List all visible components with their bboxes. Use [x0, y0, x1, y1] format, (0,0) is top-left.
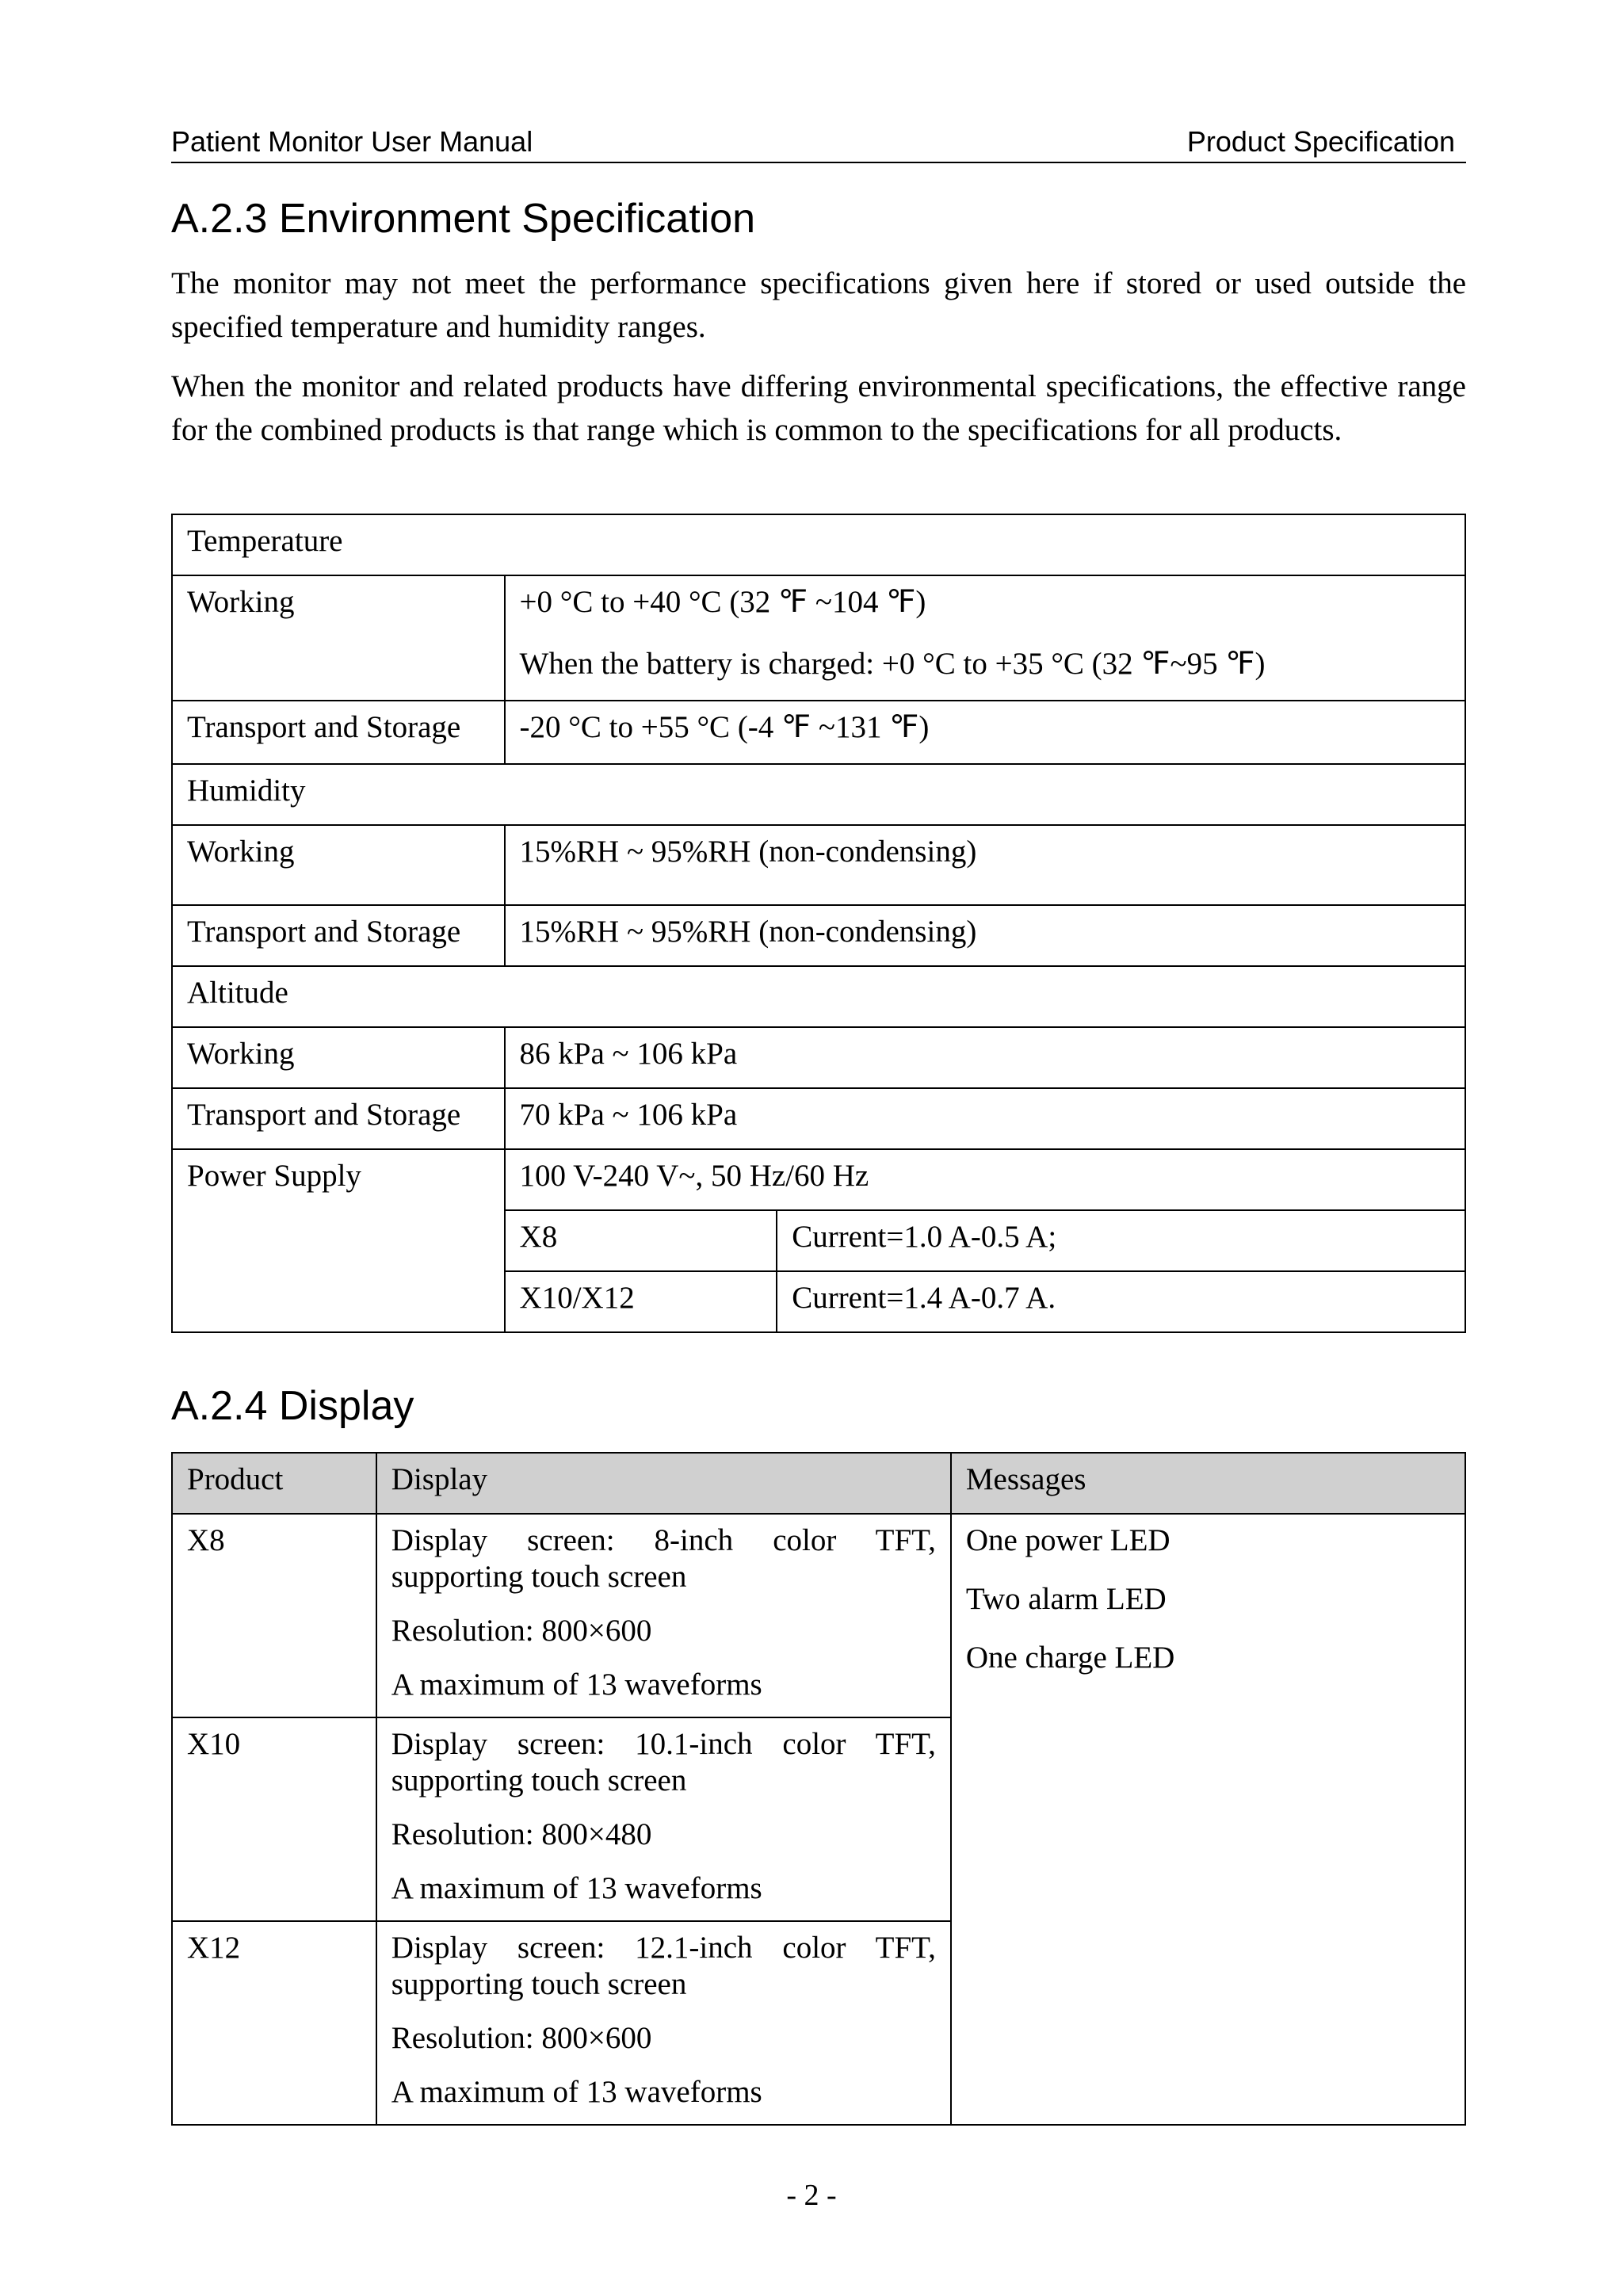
table-row: [172, 1149, 1465, 1210]
temperature-label: Temperature: [172, 514, 1465, 575]
temperature-storage-value: -20 °C to +55 °C (-4 ℉ ~131 ℉): [505, 701, 1465, 764]
page-number: - 2 -: [786, 2179, 837, 2212]
display-section-title: A.2.4 Display: [171, 1383, 414, 1429]
display-resolution-x12: Resolution: 800×600: [391, 2021, 652, 2055]
altitude-label: Altitude: [172, 966, 1465, 1027]
message-charge-led: One charge LED: [965, 1641, 1175, 1675]
display-resolution-x10: Resolution: 800×480: [391, 1817, 652, 1851]
display-touch-x10: supporting touch screen: [391, 1763, 687, 1797]
temperature-working-value: +0 °C to +40 °C (32 ℉ ~104 ℉): [519, 585, 926, 619]
altitude-working-value: 86 kPa ~ 106 kPa: [505, 1027, 1465, 1088]
env-intro-paragraph: The monitor may not meet the performance specifications given here if stored or used outside the specified temperature and humidity ranges.: [171, 266, 1466, 344]
message-alarm-led: Two alarm LED: [965, 1582, 1167, 1616]
power-model-x10-x12: X10/X12: [505, 1271, 777, 1332]
temperature-charging-value: When the battery is charged: +0 °C to +35 °C (32 ℉~95 ℉): [519, 647, 1266, 681]
display-x8: [376, 1514, 951, 1717]
message-power-led: One power LED: [965, 1523, 1170, 1557]
display-touch-x12: supporting touch screen: [391, 1967, 687, 2001]
table-row: [172, 966, 1465, 1027]
table-row: [172, 514, 1465, 575]
humidity-storage-label: Transport and Storage: [172, 905, 505, 966]
power-current-x8: Current=1.0 A-0.5 A;: [777, 1210, 1465, 1271]
display-resolution-x8: Resolution: 800×600: [391, 1614, 652, 1648]
table-row: [172, 701, 1465, 764]
display-touch-x8: supporting touch screen: [391, 1560, 687, 1594]
power-model-x8: X8: [505, 1210, 777, 1271]
table-row: [172, 1027, 1465, 1088]
humidity-storage-value: 15%RH ~ 95%RH (non-condensing): [505, 905, 1465, 966]
page-header: [171, 124, 1466, 163]
header-display: Display: [376, 1453, 951, 1514]
product-x10: X10: [172, 1717, 376, 1921]
display-waveforms-x12: A maximum of 13 waveforms: [391, 2075, 762, 2109]
messages-cell: [951, 1514, 1465, 2125]
humidity-working-value: 15%RH ~ 95%RH (non-condensing): [505, 825, 1465, 905]
env-section-title: A.2.3 Environment Specification: [171, 196, 756, 242]
table-row: [172, 825, 1465, 905]
altitude-storage-value: 70 kPa ~ 106 kPa: [505, 1088, 1465, 1149]
display-spec-table: [171, 1452, 1466, 2126]
table-row: [172, 764, 1465, 825]
header-messages: Messages: [951, 1453, 1465, 1514]
humidity-working-label: Working: [172, 825, 505, 905]
temperature-working-cell: [505, 575, 1465, 701]
power-current-x10-x12: Current=1.4 A-0.7 A.: [777, 1271, 1465, 1332]
header-product: Product: [172, 1453, 376, 1514]
power-supply-label: Power Supply: [172, 1149, 505, 1332]
altitude-working-label: Working: [172, 1027, 505, 1088]
table-row: [172, 905, 1465, 966]
product-x8: X8: [172, 1514, 376, 1717]
table-row: [172, 575, 1465, 701]
table-row: [172, 1514, 1465, 1717]
altitude-storage-label: Transport and Storage: [172, 1088, 505, 1149]
env-combined-paragraph: When the monitor and related products have differing environmental specifications, the effective range for the combined products is that range which is common to the specifications for all products.: [171, 369, 1466, 447]
temperature-working-label: Working: [172, 575, 505, 701]
display-x12: [376, 1921, 951, 2125]
product-x12: X12: [172, 1921, 376, 2125]
power-supply-value: 100 V-240 V~, 50 Hz/60 Hz: [505, 1149, 1465, 1210]
display-screen-x10: Display screen: 10.1-inch color TFT,: [391, 1727, 936, 1761]
header-manual-title: Patient Monitor User Manual: [171, 125, 533, 158]
temperature-storage-label: Transport and Storage: [172, 701, 505, 764]
table-row: [172, 1088, 1465, 1149]
display-waveforms-x10: A maximum of 13 waveforms: [391, 1871, 762, 1905]
humidity-label: Humidity: [172, 764, 1465, 825]
table-header-row: [172, 1453, 1465, 1514]
display-screen-x8: Display screen: 8-inch color TFT,: [391, 1523, 936, 1557]
header-section-title: Product Specification: [1186, 125, 1455, 158]
display-screen-x12: Display screen: 12.1-inch color TFT,: [391, 1931, 936, 1965]
display-x10: [376, 1717, 951, 1921]
environment-spec-table: [171, 514, 1466, 1333]
display-waveforms-x8: A maximum of 13 waveforms: [391, 1668, 762, 1702]
